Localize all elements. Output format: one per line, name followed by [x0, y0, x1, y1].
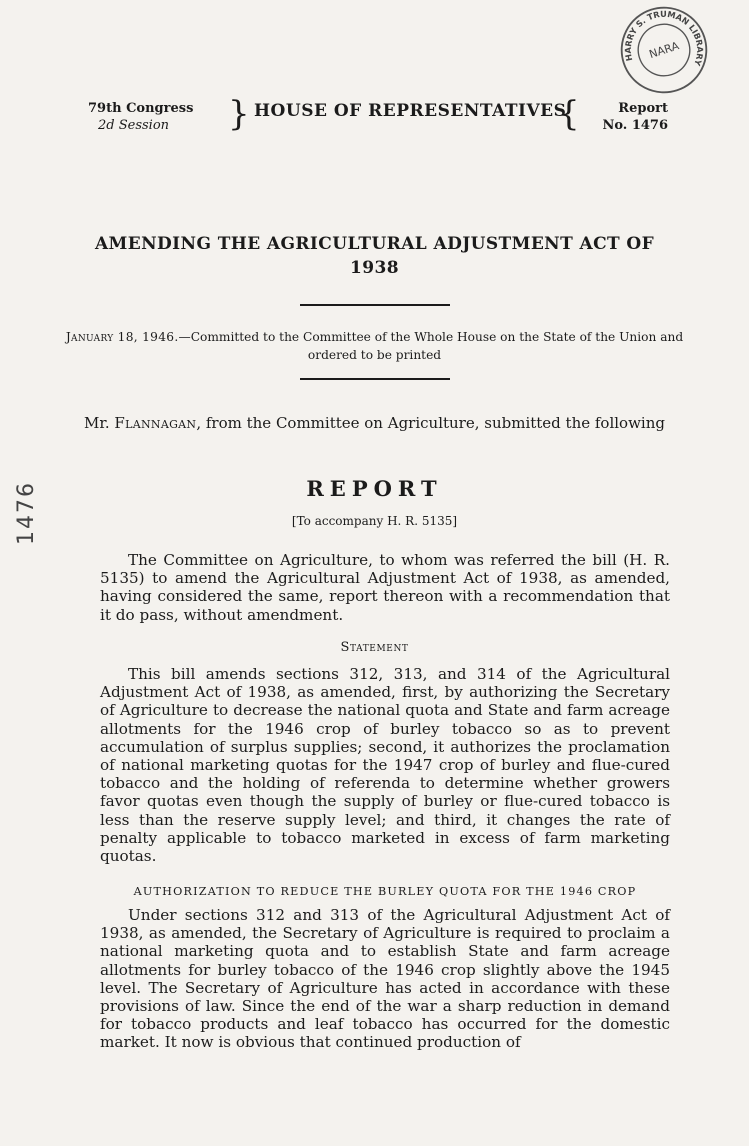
committed-note	[60, 328, 689, 364]
divider-rule-bottom	[300, 378, 450, 380]
right-brace: {	[558, 94, 580, 134]
submitter-mr: Mr.	[84, 414, 115, 432]
divider-rule-top	[300, 304, 450, 306]
report-label: Report	[618, 101, 668, 116]
submitter-name: Flannagan	[114, 414, 197, 432]
svg-text:NARA: NARA	[647, 39, 681, 62]
title-line-1: AMENDING THE AGRICULTURAL ADJUSTMENT ACT OF	[94, 234, 655, 254]
report-number: No. 1476	[602, 118, 668, 133]
congress-label: 79th Congress	[88, 101, 194, 116]
paragraph-referral: The Committee on Agriculture, to whom was referred the bill (H. R. 5135) to amend the Agricultural Adjustment Act of 1938, as amended, having considered the same, report thereon with a recommendation that it do pass, without amendment.	[100, 551, 670, 624]
accompany-note: [To accompany H. R. 5135]	[291, 514, 458, 528]
submitter-line	[60, 412, 689, 434]
report-heading: REPORT	[306, 476, 443, 501]
authorization-heading: AUTHORIZATION TO REDUCE THE BURLEY QUOTA FOR THE 1946 CROP	[133, 885, 637, 898]
congress-session	[88, 100, 193, 134]
svg-text:HARRY S. TRUMAN LIBRARY: HARRY S. TRUMAN LIBRARY	[622, 8, 706, 68]
library-stamp	[606, 0, 722, 108]
report-number-block	[602, 100, 668, 134]
paragraph-authorization: Under sections 312 and 313 of the Agricultural Adjustment Act of 1938, as amended, the Secretary of Agriculture is required to proclaim a national marketing quota and to establish State and farm acreage allotments for burley tobacco of the 1946 crop slightly above the 1945 level. The Secretary of Agriculture has acted in accordance with these provisions of law. Since the end of the war a sharp reduction in demand for tobacco products and leaf tobacco has occurred for the domestic market. It now is obvious that continued production of	[100, 906, 670, 1052]
statement-heading: Statement	[340, 640, 409, 655]
committed-text: —Committed to the Committee of the Whole House on the State of the Union and ordered to be printed	[178, 330, 684, 362]
title-line-2: 1938	[350, 258, 399, 278]
report-title	[60, 232, 689, 280]
submitter-text: , from the Committee on Agriculture, submitted the following	[196, 414, 665, 432]
stamp-seal-icon	[606, 0, 722, 108]
paragraph-statement: This bill amends sections 312, 313, and 314 of the Agricultural Adjustment Act of 1938, as amended, first, by authorizing the Secretary of Agriculture to decrease the national quota and State and farm acreage allotments for the 1946 crop of burley tobacco so as to prevent accumulation of surplus supplies; second, it authorizes the proclamation of national marketing quotas for the 1947 crop of burley and flue-cured tobacco and the holding of referenda to determine whether growers favor quotas even though the supply of burley or flue-cured tobacco is less than the reserve supply level; and third, it changes the rate of penalty applicable to tobacco marketed in excess of farm marketing quotas.	[100, 665, 670, 866]
committed-date: January 18, 1946.	[65, 330, 179, 344]
house-label: HOUSE OF REPRESENTATIVES	[254, 101, 567, 121]
handwritten-number: 1476	[14, 481, 39, 545]
left-brace: }	[228, 94, 250, 134]
report-header	[88, 96, 668, 142]
session-label: 2d Session	[98, 118, 170, 133]
